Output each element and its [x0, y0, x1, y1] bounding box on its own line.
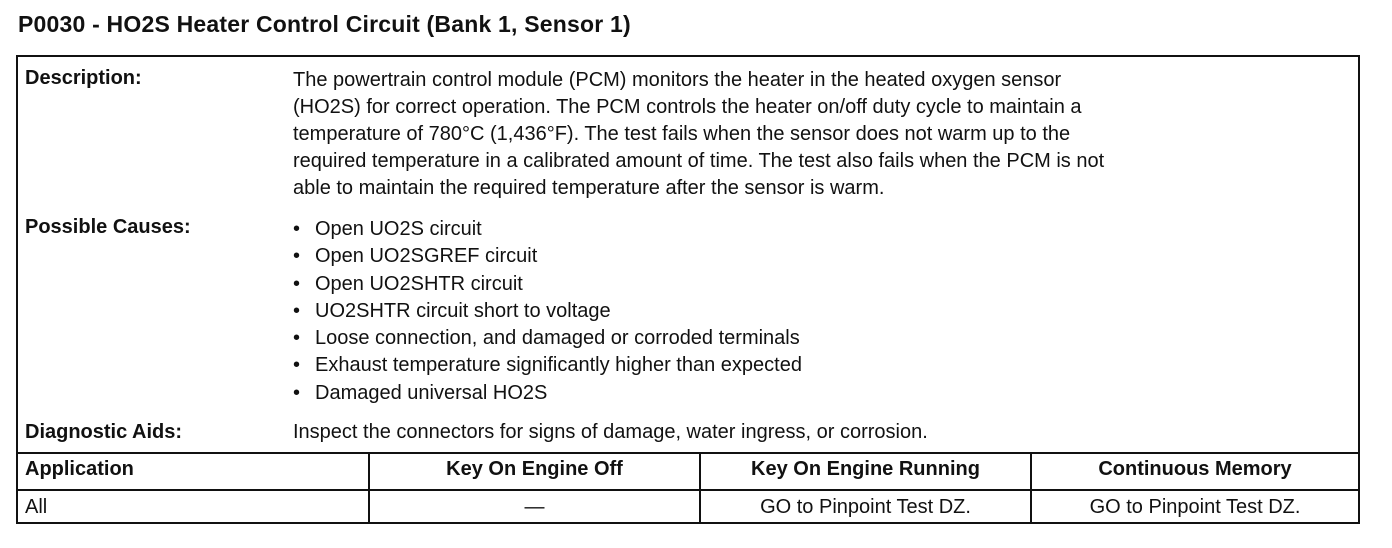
- list-item: [293, 271, 802, 298]
- list-item: [293, 243, 802, 270]
- dtc-info-table: [16, 55, 1360, 524]
- header-application: Application: [25, 458, 134, 480]
- possible-causes-label: Possible Causes:: [25, 216, 191, 238]
- header-continuous-memory: Continuous Memory: [1098, 458, 1292, 480]
- diagnostic-aids-label: Diagnostic Aids:: [25, 421, 183, 443]
- cause-text: Open UO2SGREF circuit: [315, 245, 538, 268]
- diagnostic-aids-text: Inspect the connectors for signs of damage, water ingress, or corrosion.: [293, 421, 928, 443]
- bullet: •: [293, 245, 301, 268]
- bullet: •: [293, 327, 301, 350]
- table-cell-application: All: [25, 496, 48, 518]
- table-cell-koeo: —: [524, 496, 545, 518]
- list-item: [293, 380, 802, 407]
- list-item: [293, 298, 802, 325]
- description-line: (HO2S) for correct operation. The PCM controls the heater on/off duty cycle to maintain a: [293, 96, 1082, 118]
- description-line: required temperature in a calibrated amount of time. The test also fails when the PCM is not: [293, 150, 1105, 172]
- header-key-on-engine-off: Key On Engine Off: [446, 458, 623, 480]
- bullet: •: [293, 299, 301, 322]
- bullet: •: [293, 381, 301, 404]
- description-label: Description:: [25, 67, 142, 89]
- cause-text: Loose connection, and damaged or corroded terminals: [315, 327, 800, 350]
- list-item: [293, 325, 802, 352]
- description-line: The powertrain control module (PCM) monitors the heater in the heated oxygen sensor: [293, 69, 1062, 91]
- list-item: [293, 352, 802, 379]
- table-divider: [18, 489, 1358, 491]
- cause-text: UO2SHTR circuit short to voltage: [315, 299, 611, 322]
- page-title: P0030 - HO2S Heater Control Circuit (Bank 1, Sensor 1): [18, 11, 631, 37]
- cause-text: Damaged universal HO2S: [315, 381, 548, 404]
- table-cell-continuous-memory: GO to Pinpoint Test DZ.: [1089, 496, 1301, 518]
- bullet: •: [293, 354, 301, 377]
- bullet: •: [293, 218, 301, 240]
- description-line: able to maintain the required temperature after the sensor is warm.: [293, 177, 885, 199]
- list-item: [293, 216, 802, 243]
- bullet: •: [293, 272, 301, 295]
- cause-text: Open UO2SHTR circuit: [315, 272, 523, 295]
- description-text: [293, 67, 1353, 202]
- table-divider: [18, 452, 1358, 454]
- cause-text: Open UO2S circuit: [315, 218, 482, 240]
- possible-causes-list: [293, 216, 802, 407]
- description-line: temperature of 780°C (1,436°F). The test fails when the sensor does not warm up to the: [293, 123, 1071, 145]
- cause-text: Exhaust temperature significantly higher than expected: [315, 354, 802, 377]
- header-key-on-engine-running: Key On Engine Running: [751, 458, 980, 480]
- table-cell-koer: GO to Pinpoint Test DZ.: [760, 496, 971, 518]
